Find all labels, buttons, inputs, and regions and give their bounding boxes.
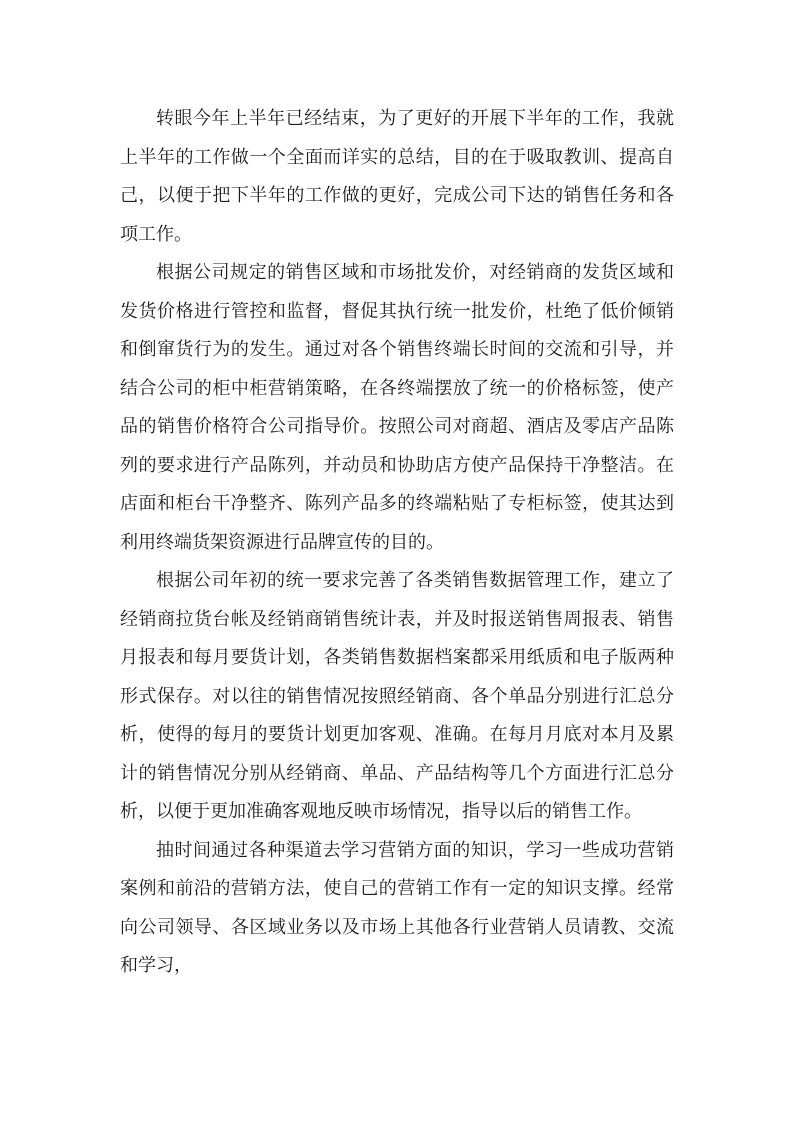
- paragraph-2: 根据公司规定的销售区域和市场批发价，对经销商的发货区域和发货价格进行管控和监督，督促其执行统一批发价，杜绝了低价倾销和倒窜货行为的发生。通过对各个销售终端长时间的交流和引导，并结合公司的柜中柜营销策略，在各终端摆放了统一的价格标签，使产品的销售价格符合公司指导价。按照公司对商超、酒店及零店产品陈列的要求进行产品陈列，并动员和协助店方使产品保持干净整洁。在店面和柜台干净整齐、陈列产品多的终端粘贴了专柜标签，使其达到利用终端货架资源进行品牌宣传的目的。: [120, 262, 674, 553]
- document-body: [120, 100, 674, 986]
- paragraph-1: 转眼今年上半年已经结束，为了更好的开展下半年的工作，我就上半年的工作做一个全面而详实的总结，目的在于吸取教训、提高自己，以便于把下半年的工作做的更好，完成公司下达的销售任务和各项工作。: [120, 108, 674, 245]
- paragraph-3: 根据公司年初的统一要求完善了各类销售数据管理工作，建立了经销商拉货台帐及经销商销售统计表，并及时报送销售周报表、销售月报表和每月要货计划，各类销售数据档案都采用纸质和电子版两种形式保存。对以往的销售情况按照经销商、各个单品分别进行汇总分析，使得的每月的要货计划更加客观、准确。在每月月底对本月及累计的销售情况分别从经销商、单品、产品结构等几个方面进行汇总分析，以便于更加准确客观地反映市场情况，指导以后的销售工作。: [120, 570, 674, 822]
- paragraph-4: 抽时间通过各种渠道去学习营销方面的知识，学习一些成功营销案例和前沿的营销方法，使自己的营销工作有一定的知识支撑。经常向公司领导、各区域业务以及市场上其他各行业营销人员请教、交流和学习，: [120, 839, 674, 976]
